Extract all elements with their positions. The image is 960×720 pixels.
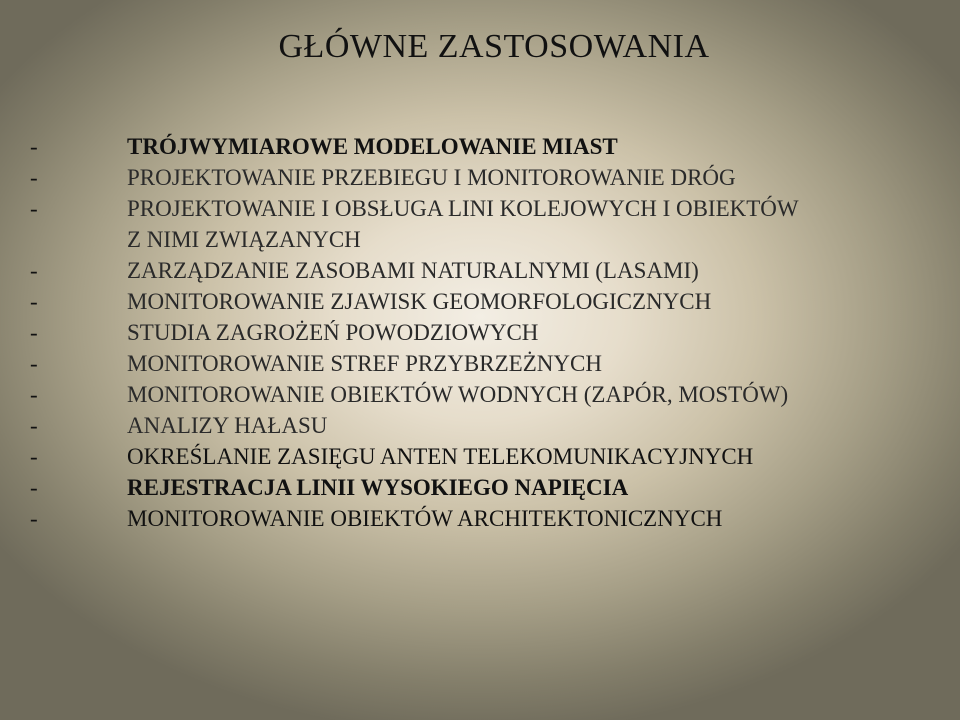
list-dash: - <box>30 320 38 345</box>
list-dash: - <box>30 382 38 407</box>
list-item-text: STUDIA ZAGROŻEŃ POWODZIOWYCH <box>127 320 539 345</box>
list-dash: - <box>30 475 38 500</box>
list-dash: - <box>30 165 38 190</box>
list-item-text: REJESTRACJA LINII WYSOKIEGO NAPIĘCIA <box>127 475 629 500</box>
list-dash: - <box>30 258 38 283</box>
list-dash: - <box>30 413 38 438</box>
list-item-text: Z NIMI ZWIĄZANYCH <box>127 227 361 252</box>
list-item-text: MONITOROWANIE STREF PRZYBRZEŻNYCH <box>127 351 602 376</box>
list-item-text: MONITOROWANIE OBIEKTÓW WODNYCH (ZAPÓR, MOSTÓW) <box>127 382 789 407</box>
list-item-text: ANALIZY HAŁASU <box>127 413 328 438</box>
list-dash: - <box>30 351 38 376</box>
list-dash: - <box>30 506 38 531</box>
list-dash: - <box>30 196 38 221</box>
list-item-text: MONITOROWANIE ZJAWISK GEOMORFOLOGICZNYCH <box>127 289 712 314</box>
list-item-text: TRÓJWYMIAROWE MODELOWANIE MIAST <box>127 134 618 159</box>
list-item-text: MONITOROWANIE OBIEKTÓW ARCHITEKTONICZNYCH <box>127 506 723 531</box>
list-item-text: OKREŚLANIE ZASIĘGU ANTEN TELEKOMUNIKACYJNYCH <box>127 444 754 469</box>
slide-title: GŁÓWNE ZASTOSOWANIA <box>278 28 710 65</box>
list-item-text: PROJEKTOWANIE PRZEBIEGU I MONITOROWANIE DRÓG <box>127 165 736 190</box>
list-dash: - <box>30 134 38 159</box>
list-item-text: PROJEKTOWANIE I OBSŁUGA LINI KOLEJOWYCH I OBIEKTÓW <box>127 196 799 221</box>
list-item-text: ZARZĄDZANIE ZASOBAMI NATURALNYMI (LASAMI) <box>127 258 699 283</box>
list-dash: - <box>30 444 38 469</box>
list-dash: - <box>30 289 38 314</box>
